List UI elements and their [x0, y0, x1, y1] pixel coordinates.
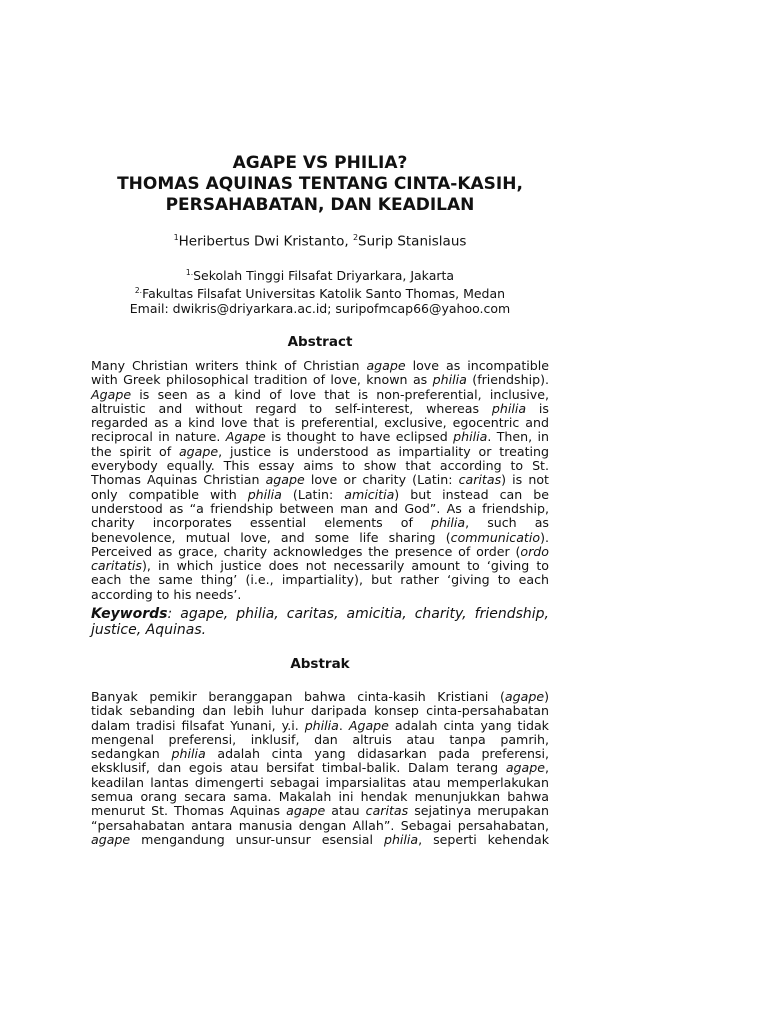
paper-title: [91, 153, 549, 216]
abstrak-body: [91, 690, 549, 847]
abstract-line: Perceived as grace, charity acknowledges the presence of order (ordo: [91, 543, 549, 559]
keywords-line: [91, 606, 549, 622]
keywords-line: justice, Aquinas.: [91, 622, 207, 638]
affiliations: [91, 265, 549, 316]
abstrak-line: sedangkan philia adalah cinta yang didasarkan pada preferensi,: [91, 746, 549, 762]
abstract-line: Agape is seen as a kind of love that is non-preferential, inclusive,: [91, 386, 549, 402]
abstract-line: the spirit of agape, justice is understood as impartiality or treating: [91, 443, 549, 459]
abstrak-line: tidak sebanding dan lebih luhur daripada konsep cinta-persahabatan: [91, 703, 549, 719]
abstrak-line: keadilan lantas dimengerti sebagai imparsialitas atau memperlakukan: [91, 774, 549, 790]
title-line-2: THOMAS AQUINAS TENTANG CINTA-KASIH,: [117, 174, 523, 194]
abstract-line: reciprocal in nature. Agape is thought to have eclipsed philia. Then, in: [91, 429, 549, 445]
abstract-line: according to his needs’.: [91, 586, 242, 602]
abstract-body: [91, 359, 549, 602]
affiliation-1-text: Sekolah Tinggi Filsafat Driyarkara, Jakarta: [193, 268, 455, 284]
affiliation-1-marker: 1.: [185, 268, 194, 277]
author-1-marker: 1: [173, 233, 179, 242]
abstrak-line: semua orang secara sama. Makalah ini hendak menunjukkan bahwa: [91, 789, 549, 805]
affiliation-2: [91, 283, 549, 301]
author-1: Heribertus Dwi Kristanto,: [178, 233, 353, 250]
affiliation-2-marker: 2.: [134, 286, 143, 296]
abstrak-line: agape mengandung unsur-unsur esensial philia, seperti kehendak: [91, 831, 549, 847]
affiliation-2-text: Fakultas Filsafat Universitas Katolik Santo Thomas, Medan: [142, 286, 506, 302]
abstract-line: everybody equally. This essay aims to show that according to St.: [91, 458, 549, 474]
abstract-line: understood as “a friendship between man and God”. As a friendship,: [91, 500, 549, 516]
abstract-line: benevolence, mutual love, and some life sharing (communicatio).: [91, 529, 549, 545]
keywords-text: : agape, philia, caritas, amicitia, charity, friendship,: [167, 606, 549, 622]
author-2: Surip Stanislaus: [358, 233, 467, 250]
abstract-heading: Abstract: [287, 334, 353, 350]
abstract-line: with Greek philosophical tradition of love, known as philia (friendship).: [91, 372, 549, 388]
abstrak-line: dalam tradisi filsafat Yunani, y.i. philia. Agape adalah cinta yang tidak: [91, 717, 549, 733]
abstract-line: only compatible with philia (Latin: amicitia) but instead can be: [91, 486, 549, 502]
abstract-line: each the same thing’ (i.e., impartiality), but rather ‘giving to each: [91, 572, 549, 588]
abstrak-line: Banyak pemikir beranggapan bahwa cinta-kasih Kristiani (agape): [91, 689, 549, 704]
author-list: [91, 229, 549, 251]
abstract-line: Many Christian writers think of Christian agape love as incompatible: [91, 358, 549, 373]
author-2-marker: 2: [352, 233, 359, 242]
keywords-label: Keywords: [91, 606, 168, 622]
abstrak-line: menurut St. Thomas Aquinas agape atau caritas sejatinya merupakan: [91, 803, 549, 819]
abstract-line: altruistic and without regard to self-interest, whereas philia is: [91, 400, 549, 416]
abstrak-heading: Abstrak: [290, 656, 350, 672]
abstrak-line: eksklusif, dan egois atau bersifat timbal-balik. Dalam terang agape,: [91, 760, 549, 776]
affiliation-1: [91, 265, 549, 283]
abstrak-line: “persahabatan antara manusia dengan Allah”. Sebagai persahabatan,: [91, 817, 549, 833]
abstrak-line: mengenal preferensi, inklusif, dan altruis atau tanpa pamrih,: [91, 731, 549, 747]
title-line-3: PERSAHABATAN, DAN KEADILAN: [165, 195, 475, 215]
keywords: [91, 606, 549, 638]
abstract-line: charity incorporates essential elements of philia, such as: [91, 515, 549, 531]
abstract-line: regarded as a kind love that is preferential, exclusive, egocentric and: [91, 415, 549, 431]
title-line-1: AGAPE VS PHILIA?: [232, 153, 408, 173]
email-line: Email: dwikris@driyarkara.ac.id; suripofmcap66@yahoo.com: [129, 301, 511, 317]
abstract-line: Thomas Aquinas Christian agape love or charity (Latin: caritas) is not: [91, 472, 549, 488]
abstract-line: caritatis), in which justice does not necessarily amount to ‘giving to: [91, 558, 549, 574]
